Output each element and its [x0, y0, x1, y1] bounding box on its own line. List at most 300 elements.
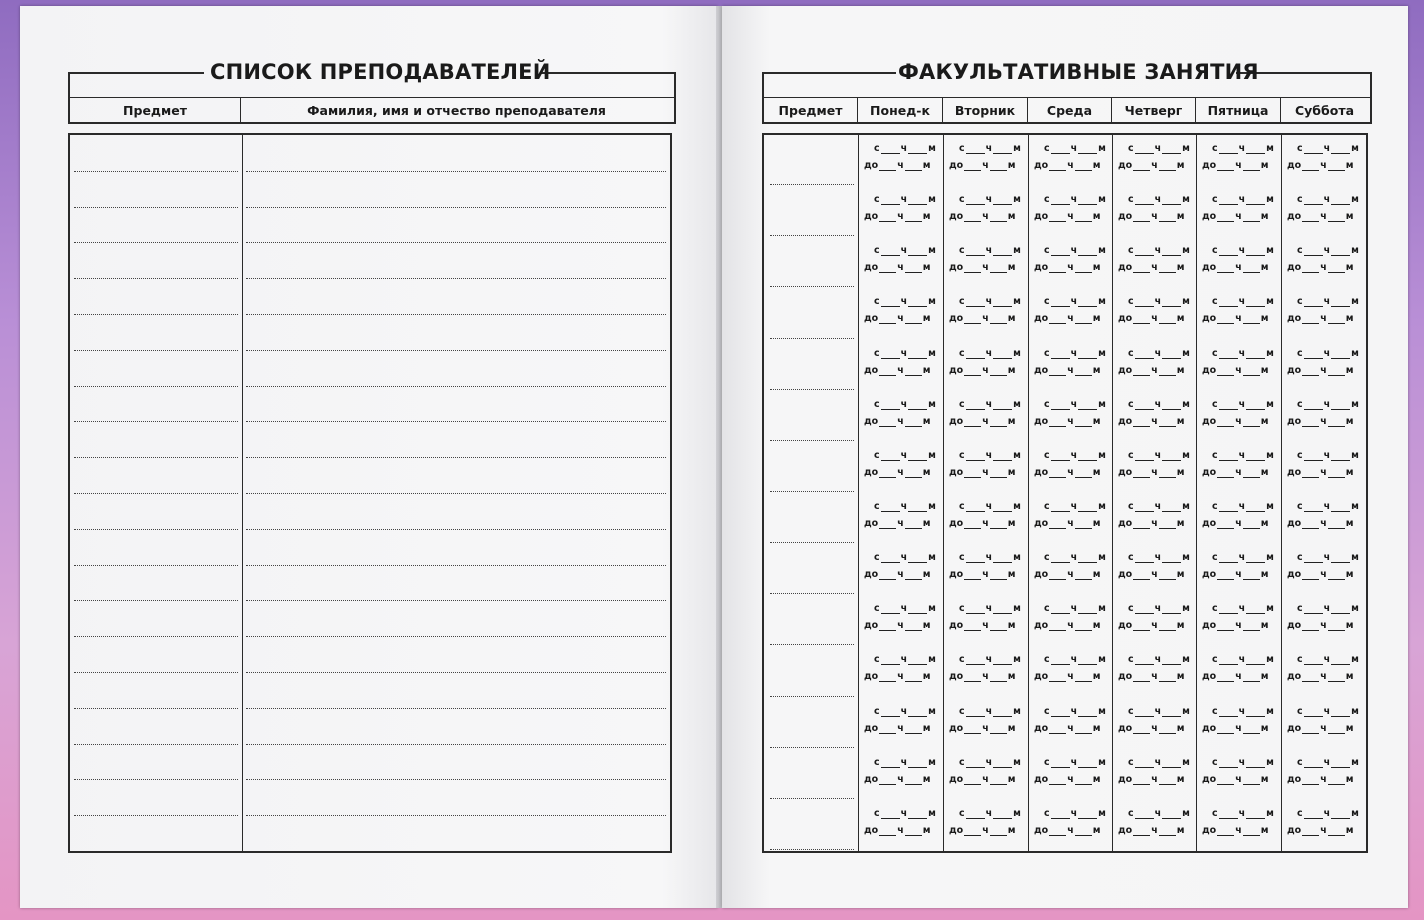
blank-underline: [1075, 826, 1092, 836]
slot-to-line: [1118, 671, 1194, 682]
slot-from-line: [1034, 757, 1110, 768]
slot-to-line: [1034, 671, 1110, 682]
blank-underline: [1328, 775, 1345, 785]
blank-underline: [1302, 212, 1319, 222]
teacher-write-line: [246, 278, 666, 279]
slot-unit-label: ч: [900, 450, 908, 461]
slot-to-line: [949, 416, 1026, 427]
slot-unit-label: ч: [1154, 348, 1162, 359]
blank-underline: [964, 724, 981, 734]
slot-unit-label: с: [959, 808, 965, 819]
blank-underline: [1331, 758, 1350, 768]
blank-underline: [990, 519, 1007, 529]
slot-unit-label: ч: [1323, 706, 1331, 717]
blank-underline: [1162, 349, 1181, 359]
time-slot-monday: [864, 450, 941, 478]
slot-from-line: [1202, 552, 1279, 563]
blank-underline: [881, 195, 900, 205]
slot-unit-label: м: [1345, 416, 1354, 427]
slot-unit-label: с: [1128, 296, 1134, 307]
slot-unit-label: до: [1287, 518, 1302, 529]
blank-underline: [964, 468, 981, 478]
slot-unit-label: м: [1182, 808, 1190, 819]
slot-unit-label: м: [1092, 723, 1101, 734]
blank-underline: [1159, 468, 1176, 478]
time-slot-wednesday: [1034, 450, 1110, 478]
time-slot-wednesday: [1034, 501, 1110, 529]
teacher-write-line: [246, 207, 666, 208]
slot-unit-label: ч: [982, 774, 989, 785]
blank-underline: [1302, 775, 1319, 785]
slot-from-line: [1118, 143, 1194, 154]
time-slot-thursday: [1118, 654, 1194, 682]
blank-underline: [1078, 297, 1097, 307]
slot-unit-label: с: [1044, 654, 1050, 665]
slot-from-line: [864, 552, 941, 563]
slot-unit-label: до: [864, 313, 879, 324]
slot-from-line: [864, 706, 941, 717]
slot-unit-label: до: [1202, 262, 1217, 273]
blank-underline: [1051, 809, 1070, 819]
blank-underline: [1217, 672, 1234, 682]
blank-underline: [1133, 672, 1150, 682]
slot-unit-label: ч: [897, 365, 904, 376]
slot-unit-label: м: [1182, 501, 1190, 512]
slot-unit-label: до: [1118, 160, 1133, 171]
slot-unit-label: ч: [1320, 160, 1327, 171]
slot-from-line: [1034, 706, 1110, 717]
blank-underline: [966, 451, 985, 461]
blank-underline: [908, 502, 927, 512]
slot-unit-label: м: [1260, 211, 1269, 222]
slot-to-line: [1034, 569, 1110, 580]
blank-underline: [1159, 826, 1176, 836]
slot-unit-label: м: [1092, 365, 1101, 376]
slot-unit-label: ч: [897, 723, 904, 734]
slot-unit-label: с: [1044, 296, 1050, 307]
slot-unit-label: м: [1176, 774, 1185, 785]
slot-unit-label: с: [959, 348, 965, 359]
electives-column-header-row: [764, 97, 1370, 123]
blank-underline: [1133, 724, 1150, 734]
slot-unit-label: ч: [1067, 160, 1074, 171]
slot-unit-label: ч: [985, 603, 993, 614]
time-slot-wednesday: [1034, 654, 1110, 682]
slot-from-line: [1202, 194, 1279, 205]
blank-underline: [964, 519, 981, 529]
blank-underline: [1135, 349, 1154, 359]
blank-underline: [1078, 604, 1097, 614]
slot-from-line: [1118, 808, 1194, 819]
slot-unit-label: ч: [985, 399, 993, 410]
teachers-column-header-row: [70, 97, 674, 123]
slot-unit-label: м: [1098, 194, 1106, 205]
blank-underline: [1159, 212, 1176, 222]
slot-unit-label: с: [1297, 757, 1303, 768]
slot-unit-label: ч: [1154, 450, 1162, 461]
slot-unit-label: ч: [1151, 774, 1158, 785]
slot-unit-label: до: [1118, 671, 1133, 682]
subject-write-line: [74, 207, 238, 208]
slot-unit-label: ч: [1323, 143, 1331, 154]
time-slot-wednesday: [1034, 706, 1110, 734]
slot-unit-label: ч: [897, 211, 904, 222]
slot-unit-label: м: [1007, 825, 1016, 836]
slot-unit-label: до: [1118, 723, 1133, 734]
col-header-friday: Пятница: [1196, 98, 1281, 123]
slot-from-line: [864, 757, 941, 768]
slot-unit-label: ч: [1238, 245, 1246, 256]
slot-unit-label: м: [1176, 313, 1185, 324]
slot-unit-label: с: [874, 757, 880, 768]
teacher-write-line: [246, 815, 666, 816]
slot-unit-label: ч: [1323, 245, 1331, 256]
slot-unit-label: м: [1092, 313, 1101, 324]
blank-underline: [1219, 758, 1238, 768]
slot-unit-label: до: [1202, 671, 1217, 682]
slot-unit-label: ч: [900, 603, 908, 614]
blank-underline: [1304, 144, 1323, 154]
slot-unit-label: м: [1260, 671, 1269, 682]
slot-unit-label: ч: [1323, 654, 1331, 665]
slot-unit-label: с: [874, 654, 880, 665]
slot-to-line: [864, 825, 941, 836]
slot-to-line: [1034, 518, 1110, 529]
blank-underline: [881, 451, 900, 461]
slot-unit-label: ч: [1154, 706, 1162, 717]
blank-underline: [1051, 195, 1070, 205]
blank-underline: [1302, 417, 1319, 427]
slot-to-line: [949, 467, 1026, 478]
slot-unit-label: с: [1297, 194, 1303, 205]
slot-unit-label: до: [1034, 467, 1049, 478]
blank-underline: [879, 519, 896, 529]
blank-underline: [1328, 826, 1345, 836]
slot-unit-label: до: [949, 723, 964, 734]
slot-unit-label: м: [1266, 143, 1274, 154]
slot-unit-label: м: [1007, 671, 1016, 682]
slot-unit-label: м: [1092, 825, 1101, 836]
blank-underline: [993, 604, 1012, 614]
time-slot-friday: [1202, 706, 1279, 734]
slot-to-line: [1118, 723, 1194, 734]
slot-unit-label: ч: [1320, 211, 1327, 222]
slot-unit-label: ч: [985, 654, 993, 665]
slot-unit-label: м: [1013, 399, 1021, 410]
blank-underline: [879, 468, 896, 478]
col-header-wednesday: Среда: [1028, 98, 1112, 123]
blank-underline: [1051, 400, 1070, 410]
slot-unit-label: с: [874, 399, 880, 410]
blank-underline: [908, 246, 927, 256]
teacher-write-line: [246, 672, 666, 673]
time-slot-wednesday: [1034, 348, 1110, 376]
slot-unit-label: м: [1351, 757, 1359, 768]
time-slot-wednesday: [1034, 194, 1110, 222]
slot-unit-label: до: [1034, 671, 1049, 682]
subject-write-line: [770, 696, 854, 697]
slot-unit-label: с: [874, 603, 880, 614]
blank-underline: [1331, 349, 1350, 359]
blank-underline: [990, 366, 1007, 376]
slot-unit-label: ч: [1067, 774, 1074, 785]
slot-unit-label: с: [874, 348, 880, 359]
slot-unit-label: с: [959, 194, 965, 205]
blank-underline: [879, 621, 896, 631]
slot-unit-label: м: [1176, 518, 1185, 529]
blank-underline: [1078, 809, 1097, 819]
slot-unit-label: с: [1297, 706, 1303, 717]
slot-unit-label: ч: [1323, 757, 1331, 768]
time-slot-saturday: [1287, 296, 1366, 324]
slot-unit-label: м: [922, 774, 931, 785]
blank-underline: [1219, 809, 1238, 819]
slot-unit-label: ч: [1320, 620, 1327, 631]
slot-from-line: [949, 399, 1026, 410]
slot-unit-label: до: [1202, 723, 1217, 734]
slot-unit-label: м: [1345, 620, 1354, 631]
blank-underline: [908, 604, 927, 614]
slot-unit-label: с: [1044, 348, 1050, 359]
slot-from-line: [1034, 399, 1110, 410]
slot-unit-label: м: [1013, 501, 1021, 512]
blank-underline: [964, 672, 981, 682]
blank-underline: [1243, 263, 1260, 273]
slot-to-line: [1118, 160, 1194, 171]
time-slot-saturday: [1287, 552, 1366, 580]
subject-write-line: [74, 421, 238, 422]
slot-from-line: [1202, 808, 1279, 819]
slot-unit-label: ч: [1070, 296, 1078, 307]
subject-write-line: [74, 386, 238, 387]
blank-underline: [1135, 553, 1154, 563]
time-slot-friday: [1202, 399, 1279, 427]
slot-from-line: [1118, 552, 1194, 563]
slot-unit-label: ч: [1070, 808, 1078, 819]
slot-unit-label: м: [1092, 467, 1101, 478]
blank-underline: [905, 468, 922, 478]
slot-to-line: [864, 313, 941, 324]
slot-unit-label: ч: [1238, 296, 1246, 307]
blank-underline: [879, 724, 896, 734]
slot-unit-label: ч: [1070, 706, 1078, 717]
slot-to-line: [1034, 416, 1110, 427]
slot-to-line: [1287, 416, 1366, 427]
slot-unit-label: м: [1013, 245, 1021, 256]
slot-unit-label: м: [1182, 450, 1190, 461]
slot-unit-label: ч: [1067, 825, 1074, 836]
slot-unit-label: с: [1128, 501, 1134, 512]
blank-underline: [905, 366, 922, 376]
slot-unit-label: до: [1118, 518, 1133, 529]
blank-underline: [905, 621, 922, 631]
subject-write-line: [74, 600, 238, 601]
column-divider: [1028, 135, 1029, 851]
blank-underline: [966, 144, 985, 154]
column-divider: [1112, 135, 1113, 851]
slot-unit-label: м: [1351, 143, 1359, 154]
slot-unit-label: до: [864, 211, 879, 222]
slot-unit-label: с: [959, 399, 965, 410]
slot-unit-label: м: [1182, 603, 1190, 614]
slot-to-line: [949, 262, 1026, 273]
blank-underline: [1075, 570, 1092, 580]
slot-unit-label: до: [1202, 313, 1217, 324]
blank-underline: [1243, 775, 1260, 785]
slot-unit-label: ч: [1070, 501, 1078, 512]
slot-to-line: [1034, 211, 1110, 222]
blank-underline: [966, 655, 985, 665]
slot-unit-label: до: [864, 620, 879, 631]
blank-underline: [905, 212, 922, 222]
blank-underline: [1331, 707, 1350, 717]
blank-underline: [1304, 297, 1323, 307]
slot-unit-label: ч: [1323, 194, 1331, 205]
blank-underline: [990, 621, 1007, 631]
slot-unit-label: до: [864, 825, 879, 836]
blank-underline: [1246, 451, 1265, 461]
slot-unit-label: до: [1202, 569, 1217, 580]
time-slot-friday: [1202, 808, 1279, 836]
slot-to-line: [949, 313, 1026, 324]
slot-unit-label: ч: [1151, 211, 1158, 222]
blank-underline: [990, 314, 1007, 324]
slot-unit-label: м: [1007, 313, 1016, 324]
slot-unit-label: с: [1297, 143, 1303, 154]
blank-underline: [1304, 707, 1323, 717]
slot-unit-label: до: [864, 467, 879, 478]
blank-underline: [1135, 144, 1154, 154]
time-slot-saturday: [1287, 348, 1366, 376]
slot-unit-label: с: [1128, 706, 1134, 717]
slot-unit-label: с: [1128, 552, 1134, 563]
teacher-write-line: [246, 708, 666, 709]
slot-unit-label: до: [949, 262, 964, 273]
slot-unit-label: до: [1287, 416, 1302, 427]
slot-unit-label: м: [1098, 399, 1106, 410]
subject-write-line: [74, 636, 238, 637]
slot-unit-label: до: [1287, 262, 1302, 273]
blank-underline: [1219, 502, 1238, 512]
slot-unit-label: с: [1297, 808, 1303, 819]
slot-to-line: [1118, 211, 1194, 222]
blank-underline: [1217, 775, 1234, 785]
slot-from-line: [1287, 296, 1366, 307]
slot-unit-label: м: [1260, 467, 1269, 478]
slot-to-line: [1287, 723, 1366, 734]
slot-unit-label: ч: [1067, 365, 1074, 376]
time-slot-friday: [1202, 654, 1279, 682]
blank-underline: [1331, 502, 1350, 512]
slot-unit-label: до: [1118, 262, 1133, 273]
slot-unit-label: с: [1044, 552, 1050, 563]
slot-unit-label: м: [1345, 211, 1354, 222]
slot-unit-label: м: [1092, 620, 1101, 631]
blank-underline: [1219, 451, 1238, 461]
blank-underline: [993, 246, 1012, 256]
time-slot-tuesday: [949, 808, 1026, 836]
blank-underline: [964, 212, 981, 222]
slot-unit-label: с: [1044, 245, 1050, 256]
blank-underline: [1075, 724, 1092, 734]
slot-unit-label: до: [949, 365, 964, 376]
slot-from-line: [1034, 501, 1110, 512]
slot-unit-label: ч: [1235, 518, 1242, 529]
blank-underline: [1304, 195, 1323, 205]
slot-to-line: [1118, 313, 1194, 324]
slot-to-line: [1034, 467, 1110, 478]
blank-underline: [1078, 502, 1097, 512]
column-divider: [858, 135, 859, 851]
blank-underline: [1135, 451, 1154, 461]
slot-to-line: [1118, 365, 1194, 376]
slot-unit-label: м: [1013, 654, 1021, 665]
slot-unit-label: до: [1034, 365, 1049, 376]
slot-to-line: [1202, 518, 1279, 529]
slot-unit-label: ч: [1151, 160, 1158, 171]
blank-underline: [1217, 519, 1234, 529]
slot-unit-label: м: [1345, 313, 1354, 324]
blank-underline: [1304, 604, 1323, 614]
slot-to-line: [1287, 160, 1366, 171]
blank-underline: [964, 621, 981, 631]
slot-unit-label: до: [864, 774, 879, 785]
slot-unit-label: м: [1351, 706, 1359, 717]
slot-unit-label: ч: [1154, 808, 1162, 819]
slot-unit-label: ч: [1151, 313, 1158, 324]
slot-unit-label: до: [1202, 774, 1217, 785]
blank-underline: [1135, 502, 1154, 512]
slot-unit-label: м: [1176, 671, 1185, 682]
slot-unit-label: ч: [1151, 723, 1158, 734]
time-slot-friday: [1202, 245, 1279, 273]
slot-unit-label: с: [1297, 399, 1303, 410]
slot-unit-label: ч: [1238, 706, 1246, 717]
slot-unit-label: ч: [1320, 518, 1327, 529]
time-slot-wednesday: [1034, 296, 1110, 324]
slot-unit-label: м: [1266, 501, 1274, 512]
blank-underline: [1075, 161, 1092, 171]
slot-unit-label: ч: [1320, 467, 1327, 478]
slot-unit-label: с: [1212, 552, 1218, 563]
blank-underline: [1304, 502, 1323, 512]
subject-write-line: [74, 565, 238, 566]
blank-underline: [1135, 400, 1154, 410]
slot-unit-label: м: [1345, 569, 1354, 580]
slot-unit-label: с: [1044, 501, 1050, 512]
slot-unit-label: до: [949, 211, 964, 222]
blank-underline: [990, 417, 1007, 427]
blank-underline: [1049, 519, 1066, 529]
slot-from-line: [1202, 450, 1279, 461]
col-header-subject: Предмет: [70, 98, 241, 123]
slot-unit-label: м: [1013, 706, 1021, 717]
blank-underline: [993, 297, 1012, 307]
blank-underline: [1075, 775, 1092, 785]
time-slot-saturday: [1287, 808, 1366, 836]
slot-unit-label: ч: [897, 774, 904, 785]
blank-underline: [1078, 144, 1097, 154]
time-slot-tuesday: [949, 245, 1026, 273]
slot-unit-label: до: [864, 723, 879, 734]
slot-from-line: [1202, 296, 1279, 307]
slot-from-line: [1287, 552, 1366, 563]
slot-unit-label: до: [949, 313, 964, 324]
blank-underline: [1075, 519, 1092, 529]
slot-unit-label: с: [1212, 348, 1218, 359]
blank-underline: [1078, 451, 1097, 461]
blank-underline: [1078, 553, 1097, 563]
